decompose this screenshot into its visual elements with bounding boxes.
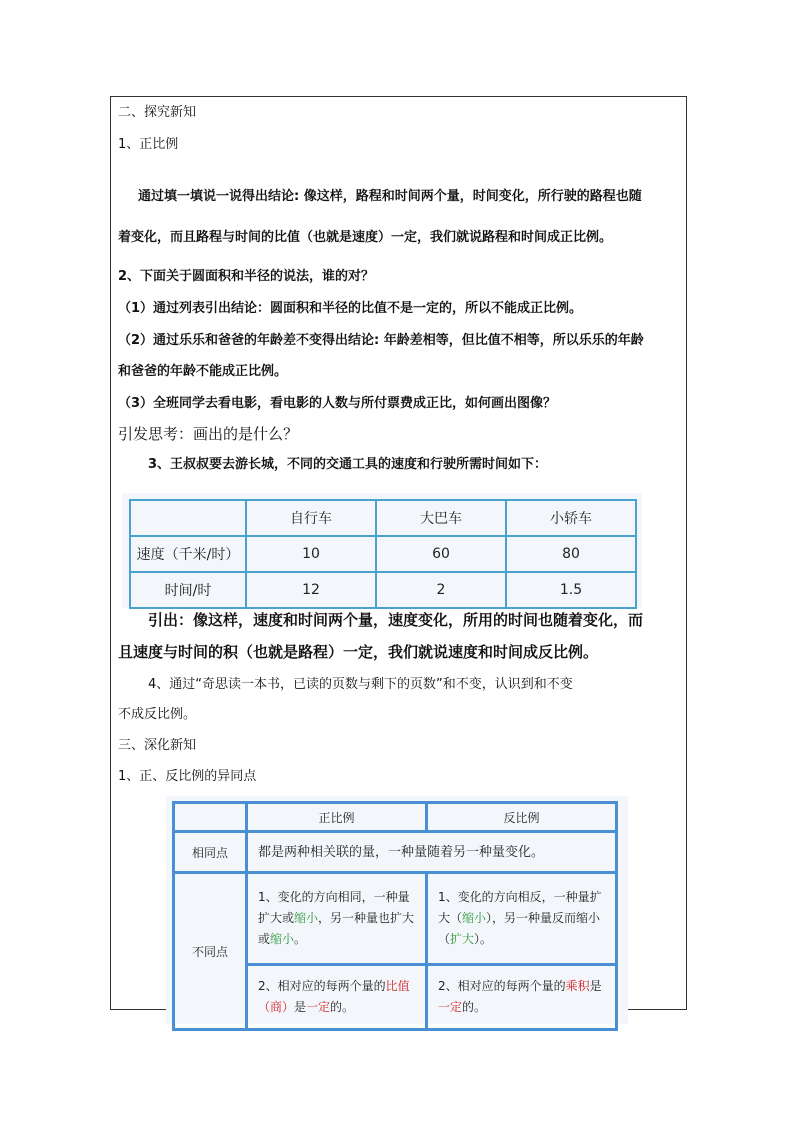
question2-item3: （3）全班同学去看电影，看电影的人数与所付票费成正比，如何画出图像？ [118, 396, 557, 411]
diff-label: 不同点 [174, 873, 247, 1030]
transport-header-cell: 大巴车 [376, 500, 506, 536]
question4-line1: 4、通过“奇思读一本书，已读的页数与剩下的页数”和不变，认识到和不变 [148, 677, 573, 692]
same-text: 都是两种相关联的量，一种量随着另一种量变化。 [247, 832, 617, 873]
table-row [130, 536, 636, 572]
direct-para-line1: 通过填一填说一说得出结论: 像这样，路程和时间两个量，时间变化，所行驶的路程也随 [138, 189, 642, 204]
transport-header-cell [130, 500, 246, 536]
compare-header-row [174, 803, 617, 832]
compare-same-row [174, 832, 617, 873]
compare-header-direct: 正比例 [247, 803, 427, 832]
section-explore-title: 二、探究新知 [118, 105, 197, 120]
table-cell: 10 [246, 536, 376, 572]
table-cell: 12 [246, 572, 376, 608]
question4-line2: 不成反比例。 [118, 707, 197, 722]
transport-table [129, 499, 637, 609]
compare-title: 1、正、反比例的异同点 [118, 769, 257, 784]
inverse-conclusion-line1: 引出：像这样，速度和时间两个量，速度变化，所用的时间也随着变化，而 [148, 611, 644, 629]
inverse-diff-1: 1、变化的方向相反，一种量扩大（缩小），另一种量反而缩小（扩大）。 [427, 873, 617, 965]
table-cell: 时间/时 [130, 572, 246, 608]
question3-title: 3、王叔叔要去游长城，不同的交通工具的速度和行驶所需时间如下： [148, 457, 548, 472]
direct-diff-2: 2、相对应的每两个量的比值（商）是一定的。 [247, 965, 427, 1030]
table-cell: 1.5 [506, 572, 636, 608]
direct-proportion-title: 1、正比例 [118, 137, 179, 152]
transport-header-cell: 小轿车 [506, 500, 636, 536]
table-cell: 速度（千米/时） [130, 536, 246, 572]
transport-header-row [130, 500, 636, 536]
transport-header-cell: 自行车 [246, 500, 376, 536]
table-row [130, 572, 636, 608]
question2-item2-line2: 和爸爸的年龄不能成正比例。 [118, 364, 288, 379]
section-deepen-title: 三、深化新知 [118, 738, 197, 753]
same-label: 相同点 [174, 832, 247, 873]
question2-item1: （1）通过列表引出结论：圆面积和半径的比值不是一定的，所以不能成正比例。 [118, 301, 583, 316]
direct-para-line2: 着变化，而且路程与时间的比值（也就是速度）一定，我们就说路程和时间成正比例。 [118, 230, 613, 245]
table-cell: 2 [376, 572, 506, 608]
inverse-conclusion-line2: 且速度与时间的积（也就是路程）一定，我们就说速度和时间成反比例。 [118, 643, 599, 661]
direct-diff-1: 1、变化的方向相同，一种量扩大或缩小，另一种量也扩大或缩小。 [247, 873, 427, 965]
question2-item2-line1: （2）通过乐乐和爸爸的年龄差不变得出结论: 年龄差相等，但比值不相等，所以乐乐的年龄 [118, 333, 644, 348]
table-cell: 60 [376, 536, 506, 572]
compare-table [172, 801, 618, 1031]
compare-diff-row-1 [174, 873, 617, 965]
table-cell: 80 [506, 536, 636, 572]
question2-title: 2、下面关于圆面积和半径的说法，谁的对？ [118, 269, 375, 284]
compare-header-empty [174, 803, 247, 832]
think-prompt: 引发思考：画出的是什么？ [118, 425, 299, 443]
compare-header-inverse: 反比例 [427, 803, 617, 832]
inverse-diff-2: 2、相对应的每两个量的乘积是一定的。 [427, 965, 617, 1030]
